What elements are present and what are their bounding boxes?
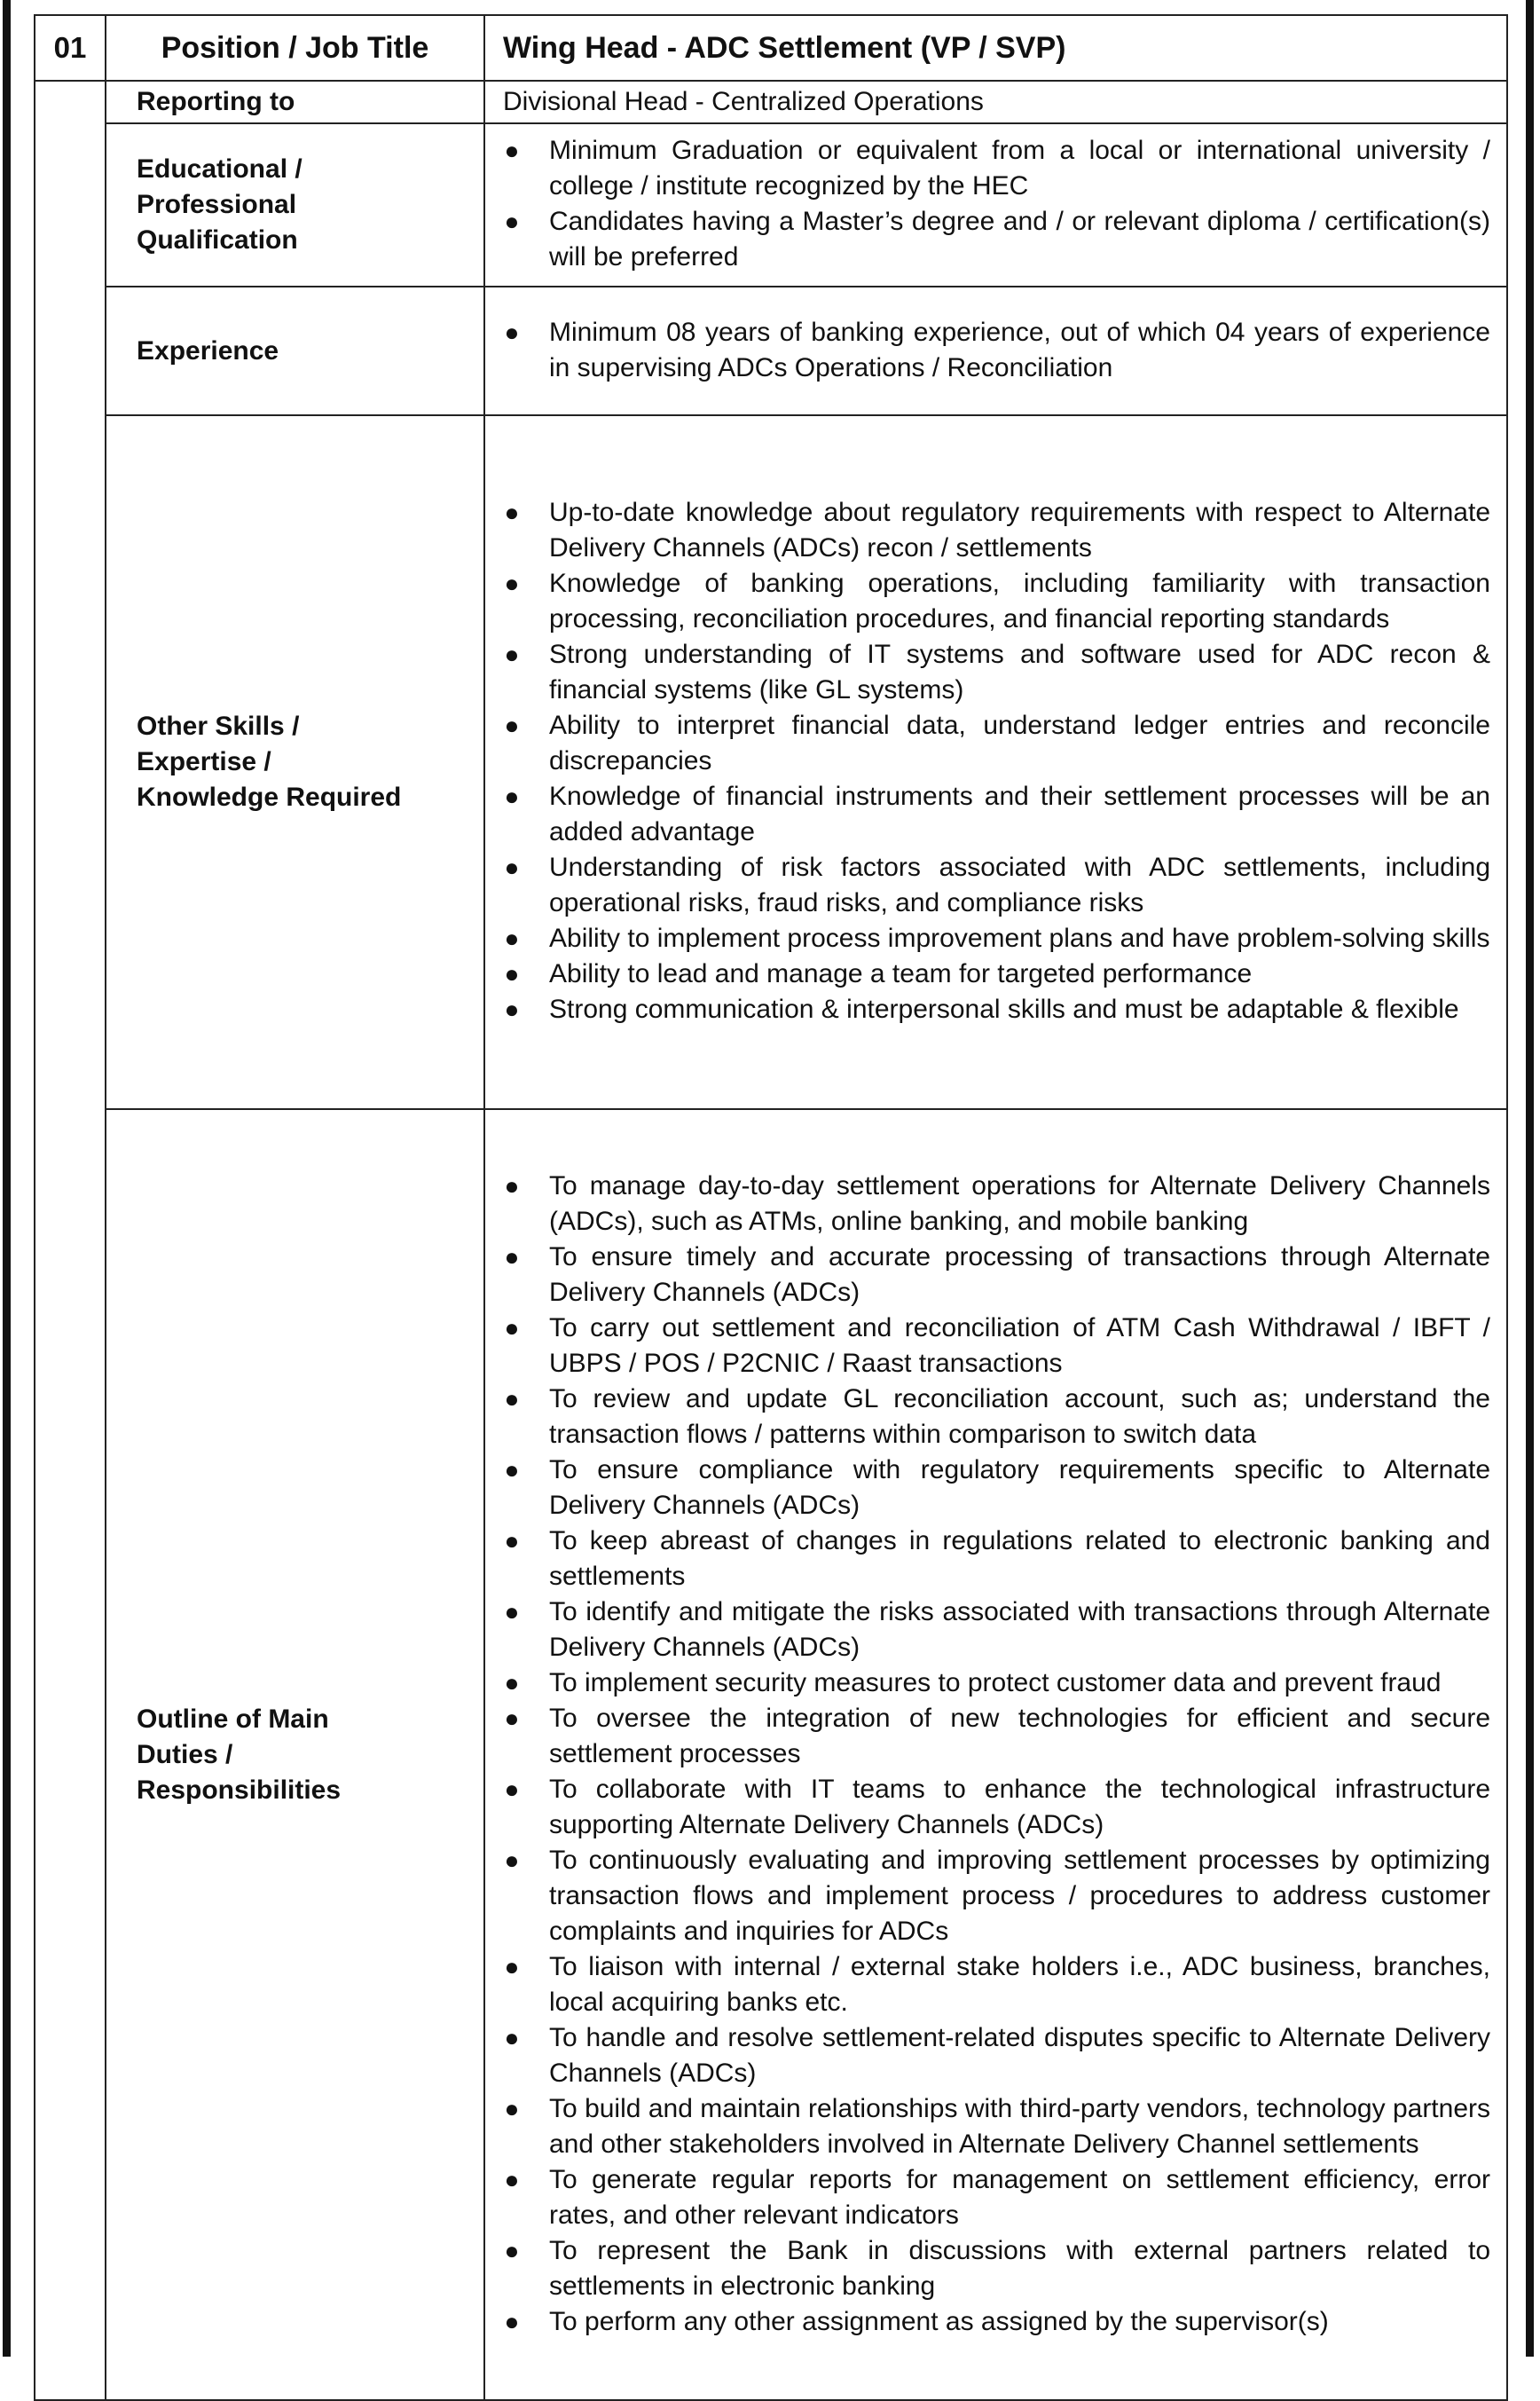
list-item-text: To manage day-to-day settlement operations for Alternate Delivery Channels (ADCs), such as ATMs, online banking, and mobile banking: [549, 1170, 1490, 1236]
page-border-left: [3, 0, 11, 2357]
label-line: Responsibilities: [137, 1775, 342, 1805]
label-line: Other Skills /: [137, 712, 300, 741]
bullet-icon: ●: [504, 641, 520, 668]
skills-label: [106, 415, 484, 1109]
bullet-icon: ●: [504, 1526, 520, 1555]
bullet-icon: ●: [504, 1171, 520, 1200]
job-description-table: [34, 14, 1508, 2401]
list-item: [503, 637, 1490, 708]
bullet-icon: ●: [504, 570, 520, 597]
label-line: Professional: [137, 190, 297, 219]
bullet-icon: ●: [504, 137, 520, 164]
list-item-text: To carry out settlement and reconciliation of ATM Cash Withdrawal / IBFT / UBPS / POS / P2CNIC / Raast transactions: [549, 1312, 1490, 1378]
list-item: [503, 204, 1490, 275]
list-item: [503, 1665, 1490, 1701]
list-item: [503, 1949, 1490, 2020]
experience-label: Experience: [106, 287, 484, 415]
skills-list: [503, 495, 1490, 1027]
bullet-icon: ●: [504, 1668, 520, 1696]
education-row: [35, 123, 1507, 287]
bullet-icon: ●: [504, 1952, 520, 1980]
bullet-icon: ●: [504, 1775, 520, 1803]
list-item: [503, 850, 1490, 921]
list-item-text: Strong communication & interpersonal skills and must be adaptable & flexible: [549, 995, 1459, 1024]
list-item: [503, 779, 1490, 850]
list-item-text: Ability to interpret financial data, understand ledger entries and reconcile discrepancies: [549, 711, 1490, 775]
education-value: [484, 123, 1507, 287]
list-item-text: To continuously evaluating and improving settlement processes by optimizing transaction flows and implement process / procedures to address customer complaints and inquiries for ADCs: [549, 1845, 1490, 1946]
label-line: Qualification: [137, 225, 298, 255]
list-item-text: To build and maintain relationships with third-party vendors, technology partners and other stakeholders involved in Alternate Delivery Channel settlements: [549, 2093, 1490, 2159]
bullet-icon: ●: [504, 2094, 520, 2122]
duties-row: [35, 1109, 1507, 2400]
label-line: Educational /: [137, 154, 302, 184]
list-item: [503, 921, 1490, 956]
position-number: 01: [35, 15, 106, 81]
label-line: Expertise /: [137, 747, 271, 776]
list-item: [503, 1169, 1490, 1240]
bullet-icon: ●: [504, 2023, 520, 2051]
list-item: [503, 1843, 1490, 1949]
experience-value: [484, 287, 1507, 415]
list-item-text: To represent the Bank in discussions with external partners related to settlements in electronic banking: [549, 2235, 1490, 2301]
label-line: Knowledge Required: [137, 783, 402, 812]
list-item: [503, 2233, 1490, 2304]
list-item-text: Knowledge of banking operations, including familiarity with transaction processing, reconciliation procedures, and financial reporting standards: [549, 569, 1490, 634]
list-item-text: To implement security measures to protect customer data and prevent fraud: [549, 1667, 1442, 1697]
list-item-text: Strong understanding of IT systems and software used for ADC recon & financial systems (like GL systems): [549, 640, 1490, 705]
bullet-icon: ●: [504, 925, 520, 952]
list-item-text: To liaison with internal / external stake holders i.e., ADC business, branches, local acquiring banks etc.: [549, 1951, 1490, 2017]
list-item: [503, 2304, 1490, 2340]
bullet-icon: ●: [504, 960, 520, 988]
bullet-icon: ●: [504, 1704, 520, 1732]
bullet-icon: ●: [504, 1846, 520, 1874]
list-item-text: Candidates having a Master’s degree and / or relevant diploma / certification(s) will be preferred: [549, 207, 1490, 272]
duties-list: [503, 1169, 1490, 2340]
list-item-text: To handle and resolve settlement-related disputes specific to Alternate Delivery Channels (ADCs): [549, 2022, 1490, 2088]
bullet-icon: ●: [504, 712, 520, 739]
bullet-icon: ●: [504, 996, 520, 1023]
list-item: [503, 2020, 1490, 2091]
list-item-text: Understanding of risk factors associated with ADC settlements, including operational risks, fraud risks, and compliance risks: [549, 853, 1490, 917]
list-item: [503, 1311, 1490, 1382]
list-item-text: To keep abreast of changes in regulations related to electronic banking and settlements: [549, 1525, 1490, 1591]
list-item: [503, 1701, 1490, 1772]
bullet-icon: ●: [504, 1242, 520, 1271]
bullet-icon: ●: [504, 1597, 520, 1626]
list-item-text: To oversee the integration of new technologies for efficient and secure settlement processes: [549, 1703, 1490, 1768]
list-item: [503, 495, 1490, 566]
bullet-icon: ●: [504, 1384, 520, 1413]
list-item: [503, 1240, 1490, 1311]
bullet-icon: ●: [504, 208, 520, 235]
bullet-icon: ●: [504, 2165, 520, 2193]
bullet-icon: ●: [504, 2307, 520, 2335]
bullet-icon: ●: [504, 499, 520, 526]
list-item: [503, 956, 1490, 992]
experience-list: [503, 315, 1490, 386]
reporting-row: [35, 81, 1507, 123]
list-item: [503, 2162, 1490, 2233]
list-item: [503, 992, 1490, 1027]
list-item-text: Knowledge of financial instruments and their settlement processes will be an added advantage: [549, 782, 1490, 846]
list-item-text: To identify and mitigate the risks associated with transactions through Alternate Delivery Channels (ADCs): [549, 1596, 1490, 1662]
list-item-text: Minimum Graduation or equivalent from a local or international university / college / institute recognized by the HEC: [549, 136, 1490, 201]
education-label: [106, 123, 484, 287]
list-item-text: Up-to-date knowledge about regulatory requirements with respect to Alternate Delivery Channels (ADCs) recon / settlements: [549, 498, 1490, 563]
number-column-blank: [35, 81, 106, 2400]
list-item-text: To collaborate with IT teams to enhance the technological infrastructure supporting Alternate Delivery Channels (ADCs): [549, 1774, 1490, 1839]
list-item-text: Ability to implement process improvement plans and have problem-solving skills: [549, 924, 1490, 953]
experience-row: [35, 287, 1507, 415]
bullet-icon: ●: [504, 783, 520, 810]
list-item: [503, 1523, 1490, 1594]
list-item-text: To ensure timely and accurate processing of transactions through Alternate Delivery Channels (ADCs): [549, 1241, 1490, 1307]
skills-row: [35, 415, 1507, 1109]
bullet-icon: ●: [504, 2236, 520, 2264]
list-item-text: To ensure compliance with regulatory requirements specific to Alternate Delivery Channels (ADCs): [549, 1454, 1490, 1520]
list-item: [503, 1382, 1490, 1452]
list-item: [503, 2091, 1490, 2162]
list-item: [503, 1594, 1490, 1665]
header-row: [35, 15, 1507, 81]
list-item: [503, 708, 1490, 779]
reporting-label: Reporting to: [106, 81, 484, 123]
list-item: [503, 1452, 1490, 1523]
list-item-text: To perform any other assignment as assigned by the supervisor(s): [549, 2306, 1329, 2336]
list-item: [503, 1772, 1490, 1843]
list-item-text: Ability to lead and manage a team for targeted performance: [549, 959, 1253, 988]
list-item-text: Minimum 08 years of banking experience, out of which 04 years of experience in supervising ADCs Operations / Reconciliation: [549, 317, 1490, 382]
label-line: Outline of Main: [137, 1704, 329, 1734]
duties-label: [106, 1109, 484, 2400]
page-border-right: [1526, 0, 1534, 2357]
list-item: [503, 566, 1490, 637]
bullet-icon: ●: [504, 1455, 520, 1484]
bullet-icon: ●: [504, 1313, 520, 1342]
skills-value: [484, 415, 1507, 1109]
education-list: [503, 133, 1490, 275]
position-title-label: Position / Job Title: [106, 15, 484, 81]
list-item: [503, 315, 1490, 386]
bullet-icon: ●: [504, 854, 520, 881]
label-line: Duties /: [137, 1739, 233, 1769]
list-item-text: To review and update GL reconciliation account, such as; understand the transaction flows / patterns within comparison to switch data: [549, 1383, 1490, 1449]
reporting-value: Divisional Head - Centralized Operations: [484, 81, 1507, 123]
list-item: [503, 133, 1490, 204]
bullet-icon: ●: [504, 318, 520, 346]
duties-value: [484, 1109, 1507, 2400]
position-title-value: Wing Head - ADC Settlement (VP / SVP): [484, 15, 1507, 81]
list-item-text: To generate regular reports for management on settlement efficiency, error rates, and other relevant indicators: [549, 2164, 1490, 2230]
